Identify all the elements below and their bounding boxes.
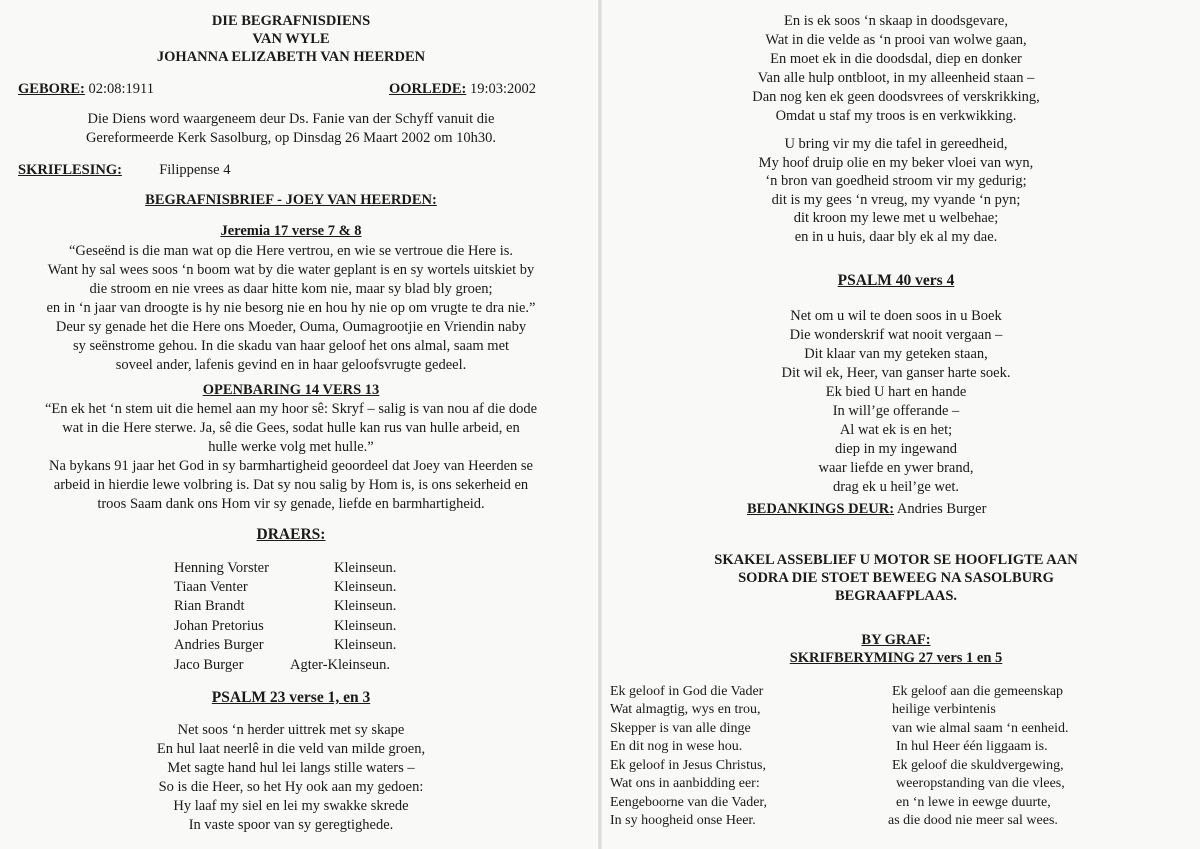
draer-name: Andries Burger bbox=[174, 637, 264, 653]
stanza-line: dit is my gees ‘n vreug, my vyande ‘n pyn; bbox=[771, 192, 1021, 208]
jeremia-line: die stroom en nie vrees as daar hitte kom nie, maar sy blad bly groen; bbox=[89, 281, 493, 297]
creed-line: heilige verbintenis bbox=[892, 702, 996, 717]
stanza-line: ‘n bron van goedheid stroom vir my gedurig; bbox=[765, 173, 1027, 189]
draer-role: Kleinseun. bbox=[334, 618, 397, 634]
stanza-line: En moet ek in die doodsdal, diep en donker bbox=[770, 51, 1022, 67]
right-page bbox=[602, 0, 1200, 849]
draer-role: Kleinseun. bbox=[334, 598, 397, 614]
born-label: GEBORE: bbox=[18, 81, 85, 97]
draers-heading: DRAERS: bbox=[256, 526, 326, 543]
notice-line: SODRA DIE STOET BEWEEG NA SASOLBURG bbox=[738, 570, 1054, 586]
psalm23-line: En hul laat neerlê in die veld van milde groen, bbox=[156, 741, 426, 757]
psalm23-heading: PSALM 23 verse 1, en 3 bbox=[211, 689, 371, 706]
openbaring-line: wat in die Here sterwe. Ja, sê die Gees, sodat hulle kan rus van hulle arbeid, en bbox=[62, 420, 520, 436]
header-title: DIE BEGRAFNISDIENS bbox=[211, 13, 371, 29]
jeremia-line: Deur sy genade het die Here ons Moeder, Ouma, Oumagrootjie en Vriendin naby bbox=[55, 319, 527, 335]
openbaring-line: Na bykans 91 jaar het God in sy barmhartigheid geoordeel dat Joey van Heerden se bbox=[49, 458, 533, 474]
psalm40-line: diep in my ingewand bbox=[834, 441, 958, 457]
service-line: Gereformeerde Kerk Sasolburg, op Dinsdag 26 Maart 2002 om 10h30. bbox=[85, 130, 497, 146]
creed-line: Ek geloof aan die gemeenskap bbox=[892, 684, 1064, 699]
creed-line: Eengeboorne van die Vader, bbox=[610, 795, 768, 810]
notice-line: SKAKEL ASSEBLIEF U MOTOR SE HOOFLIGTE AAN bbox=[714, 552, 1078, 568]
notice-line: BEGRAAFPLAAS. bbox=[834, 588, 958, 604]
stanza-line: Van alle hulp ontbloot, in my alleenheid staan – bbox=[757, 70, 1035, 86]
creed-line: Skepper is van alle dinge bbox=[610, 721, 751, 736]
creed-line: Ek geloof die skuldvergewing, bbox=[892, 758, 1064, 773]
jeremia-line: “Geseënd is die man wat op die Here vertrou, en wie se vertroue die Here is. bbox=[68, 243, 514, 259]
psalm40-line: drag ek u heil’ge wet. bbox=[832, 479, 960, 495]
psalm40-line: In will’ge offerande – bbox=[832, 403, 960, 419]
openbaring-line: troos Saam dank ons Hom vir sy genade, liefde en barmhartigheid. bbox=[97, 496, 485, 512]
psalm40-line: Al wat ek is en het; bbox=[839, 422, 953, 438]
reading-row bbox=[18, 161, 231, 180]
creed-line: In hul Heer één liggaam is. bbox=[896, 739, 1048, 754]
jeremia-line: sy seënstrome gehou. In die skadu van haar geloof het ons almal, saam met bbox=[72, 338, 510, 354]
stanza-line: dit kroon my lewe met u welbehae; bbox=[793, 210, 999, 226]
openbaring-line: “En ek het ‘n stem uit die hemel aan my hoor sê: Skryf – salig is van nou af die dode bbox=[44, 401, 538, 417]
creed-line: en ‘n lewe in eewge duurte, bbox=[896, 795, 1051, 810]
stanza-line: Omdat u staf my troos is en verkwikking. bbox=[775, 108, 1017, 124]
creed-line: Wat ons in aanbidding eer: bbox=[610, 776, 760, 791]
draer-role: Kleinseun. bbox=[334, 579, 397, 595]
creed-line: En dit nog in wese hou. bbox=[610, 739, 743, 754]
grave-heading: BY GRAF: bbox=[861, 632, 931, 648]
psalm40-line: Die wonderskrif wat nooit vergaan – bbox=[789, 327, 1003, 343]
reading-value: Filippense 4 bbox=[159, 162, 231, 178]
jeremia-line: Want hy sal wees soos ‘n boom wat by die water geplant is en sy wortels uitskiet by bbox=[47, 262, 535, 278]
psalm40-line: waar liefde en ywer brand, bbox=[818, 460, 974, 476]
died-label: OORLEDE: bbox=[389, 81, 467, 97]
draer-name: Henning Vorster bbox=[174, 560, 269, 576]
thanks-row bbox=[747, 500, 986, 519]
stanza-line: Wat in die velde as ‘n prooi van wolwe gaan, bbox=[765, 32, 1027, 48]
psalm40-line: Dit wil ek, Heer, van ganser harte soek. bbox=[781, 365, 1011, 381]
service-line: Die Diens word waargeneem deur Ds. Fanie van der Schyff vanuit die bbox=[87, 111, 495, 127]
stanza-line: En is ek soos ‘n skaap in doodsgevare, bbox=[784, 13, 1008, 29]
letter-heading: BEGRAFNISBRIEF - JOEY VAN HEERDEN: bbox=[145, 192, 437, 208]
jeremia-line: en in ‘n jaar van droogte is hy nie besorg nie en hou hy nie op om vrugte te dra nie.” bbox=[46, 300, 536, 316]
openbaring-heading: OPENBARING 14 VERS 13 bbox=[202, 382, 380, 398]
died-row bbox=[389, 80, 536, 99]
psalm40-heading: PSALM 40 vers 4 bbox=[837, 272, 955, 289]
header-name: JOHANNA ELIZABETH VAN HEERDEN bbox=[156, 49, 426, 65]
thanks-value: Andries Burger bbox=[896, 501, 987, 517]
openbaring-line: hulle werke volg met hulle.” bbox=[208, 439, 374, 455]
died-value: 19:03:2002 bbox=[469, 81, 537, 97]
thanks-label: BEDANKINGS DEUR: bbox=[747, 501, 895, 517]
creed-line: Ek geloof in Jesus Christus, bbox=[610, 758, 766, 773]
reading-label: SKRIFLESING: bbox=[18, 162, 122, 178]
creed-line: van wie almal saam ‘n eenheid. bbox=[892, 721, 1069, 736]
creed-line: Wat almagtig, wys en trou, bbox=[610, 702, 761, 717]
draer-role: Kleinseun. bbox=[334, 637, 397, 653]
psalm40-line: Dit klaar van my geteken staan, bbox=[804, 346, 988, 362]
creed-line: Ek geloof in God die Vader bbox=[610, 684, 764, 699]
stanza-line: U bring vir my die tafel in gereedheid, bbox=[784, 136, 1008, 152]
draer-name: Tiaan Venter bbox=[174, 579, 248, 595]
draer-name: Rian Brandt bbox=[174, 598, 245, 614]
born-value: 02:08:1911 bbox=[88, 81, 155, 97]
psalm40-line: Net om u wil te doen soos in u Boek bbox=[790, 308, 1002, 324]
psalm40-line: Ek bied U hart en hande bbox=[825, 384, 967, 400]
draer-name: Johan Pretorius bbox=[174, 618, 264, 634]
stanza-line: Dan nog ken ek geen doodsvrees of verskrikking, bbox=[752, 89, 1040, 105]
psalm23-line: In vaste spoor van sy geregtighede. bbox=[188, 817, 394, 833]
stanza-line: en in u huis, daar bly ek al my dae. bbox=[794, 229, 998, 245]
grave-subheading: SKRIFBERYMING 27 vers 1 en 5 bbox=[789, 650, 1003, 666]
jeremia-line: soveel ander, lafenis gevind en in haar geloofsvrugte gedeel. bbox=[115, 357, 467, 373]
draer-name: Jaco Burger bbox=[174, 657, 244, 673]
creed-line: weeropstanding van die vlees, bbox=[896, 776, 1065, 791]
openbaring-line: arbeid in hierdie lewe volbring is. Dat sy nou salig by Hom is, is ons sekerheid en bbox=[53, 477, 529, 493]
stanza-line: My hoof druip olie en my beker vloei van wyn, bbox=[758, 155, 1034, 171]
psalm23-line: So is die Heer, so het Hy ook aan my gedoen: bbox=[158, 779, 424, 795]
jeremia-heading: Jeremia 17 verse 7 & 8 bbox=[220, 223, 362, 239]
psalm23-line: Hy laaf my siel en lei my swakke skrede bbox=[173, 798, 409, 814]
left-page bbox=[0, 0, 598, 849]
psalm23-line: Net soos ‘n herder uittrek met sy skape bbox=[177, 722, 405, 738]
header-subtitle: VAN WYLE bbox=[252, 31, 330, 47]
draer-role: Kleinseun. bbox=[334, 560, 397, 576]
psalm23-line: Met sagte hand hul lei langs stille waters – bbox=[167, 760, 415, 776]
creed-line: In sy hoogheid onse Heer. bbox=[610, 813, 756, 828]
creed-line: as die dood nie meer sal wees. bbox=[888, 813, 1058, 828]
born-row bbox=[18, 80, 154, 99]
draer-role: Agter-Kleinseun. bbox=[290, 657, 390, 673]
